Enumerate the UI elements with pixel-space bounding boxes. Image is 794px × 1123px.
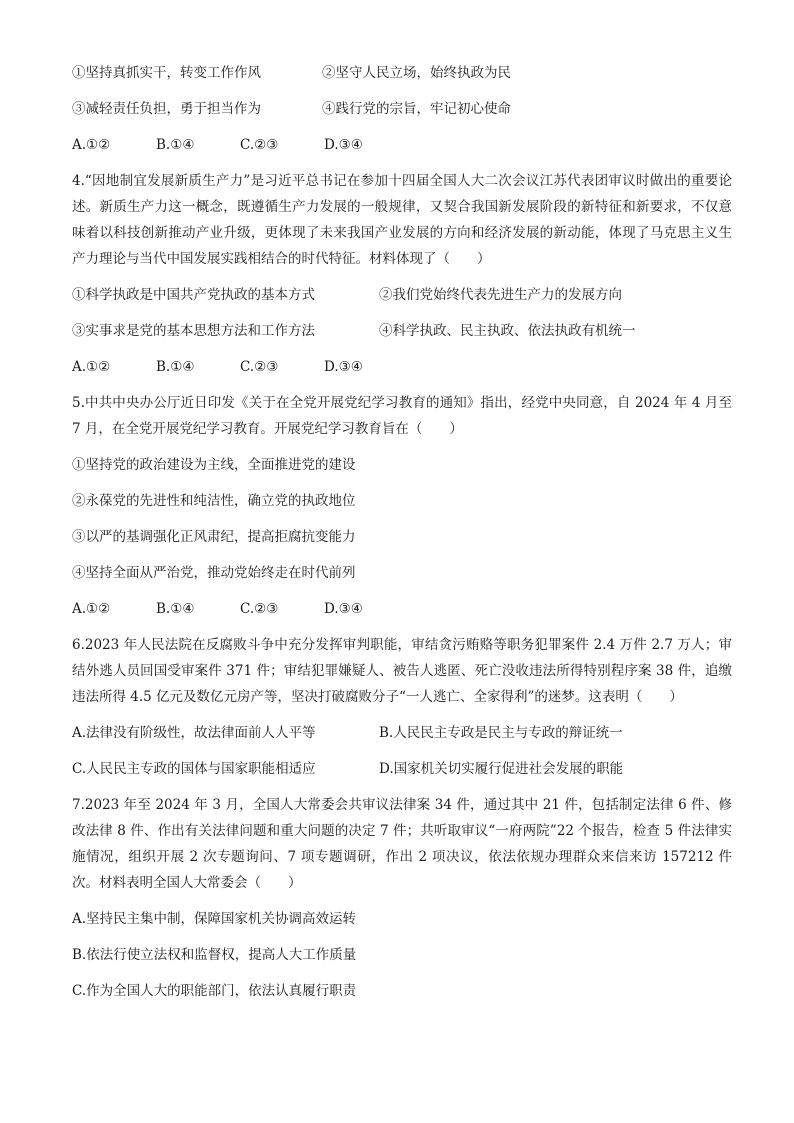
q4-option-2: ②我们党始终代表先进生产力的发展方向 xyxy=(379,287,622,303)
q7-option-a[interactable]: A.坚持民主集中制，保障国家机关协调高效运转 xyxy=(72,911,357,927)
q5-option-2: ②永葆党的先进性和纯洁性，确立党的执政地位 xyxy=(72,493,356,509)
q4-stem: 4.“因地制宜发展新质生产力”是习近平总书记在参加十四届全国人大二次会议江苏代表团审议时做出的重要论述。新质生产力这一概念，既遵循生产力发展的一般规律，又契合我国新发展阶段的新特征和新要求，不仅意味着以科技创新推动产业升级，更体现了未来我国产业发展的方向和经济发展的新动能，体现了马克思主义生产力理论与当代中国发展实践相结合的时代特征。材料体现了（ ） xyxy=(72,173,732,267)
q3-choice-a[interactable]: A.①② xyxy=(72,137,111,153)
q3-choice-c[interactable]: C.②③ xyxy=(240,137,279,153)
q5-choice-b[interactable]: B.①④ xyxy=(156,601,195,617)
q6-options-row-2 xyxy=(72,756,732,782)
q3-choices xyxy=(72,132,732,158)
q6-option-b[interactable]: B.人民民主专政是民主与专政的辩证统一 xyxy=(379,725,623,741)
q6-option-d[interactable]: D.国家机关切实履行促进社会发展的职能 xyxy=(379,761,624,777)
q4-choice-c[interactable]: C.②③ xyxy=(240,359,279,375)
q4-choice-a[interactable]: A.①② xyxy=(72,359,111,375)
q3-option-4: ④践行党的宗旨，牢记初心使命 xyxy=(322,101,511,117)
q4-options-row-2 xyxy=(72,318,732,344)
q3-options-row-2 xyxy=(72,96,732,122)
q3-options-row-1 xyxy=(72,60,732,86)
q6-option-a[interactable]: A.法律没有阶级性，故法律面前人人平等 xyxy=(72,725,316,741)
q5-option-1: ①坚持党的政治建设为主线，全面推进党的建设 xyxy=(72,457,356,473)
q3-choice-d[interactable]: D.③④ xyxy=(324,137,363,153)
q4-option-1: ①科学执政是中国共产党执政的基本方式 xyxy=(72,287,315,303)
q7-option-c[interactable]: C.作为全国人大的职能部门，依法认真履行职责 xyxy=(72,983,357,999)
q5-choice-d[interactable]: D.③④ xyxy=(324,601,363,617)
q7-option-b[interactable]: B.依法行使立法权和监督权，提高人大工作质量 xyxy=(72,947,357,963)
q5-choice-a[interactable]: A.①② xyxy=(72,601,111,617)
q3-choice-b[interactable]: B.①④ xyxy=(156,137,195,153)
q3-option-3: ③减轻责任负担，勇于担当作为 xyxy=(72,101,261,117)
q4-option-4: ④科学执政、民主执政、依法执政有机统一 xyxy=(379,323,636,339)
exam-page xyxy=(72,60,732,1004)
q6-options-row-1 xyxy=(72,720,732,746)
q6-stem: 6.2023 年人民法院在反腐败斗争中充分发挥审判职能，审结贪污贿赂等职务犯罪案件 2.4 万件 2.7 万人；审结外逃人员回国受审案件 371 件；审结犯罪嫌疑人、被告人逃匿、死亡没收违法所得特别程序案 38 件，追缴违法所得 4.5 亿元及数亿元房产等，坚决打破腐败分子“一人逃亡、全家得利”的迷梦。这表明（ ） xyxy=(72,637,732,705)
q7-stem: 7.2023 年至 2024 年 3 月，全国人大常委会共审议法律案 34 件，通过其中 21 件，包括制定法律 6 件、修改法律 8 件、作出有关法律问题和重大问题的决定 7 件；共听取审议“一府两院”22 个报告，检查 5 件法律实施情况，组织开展 2 次专题询问、7 项专题调研，作出 2 项决议，依法依规办理群众来信来访 157212 件次。材料表明全国人大常委会（ ） xyxy=(72,797,732,891)
q3-option-2: ②坚守人民立场，始终执政为民 xyxy=(322,65,511,81)
q5-choice-c[interactable]: C.②③ xyxy=(240,601,279,617)
q5-option-3: ③以严的基调强化正风肃纪，提高拒腐抗变能力 xyxy=(72,529,356,545)
q4-choices xyxy=(72,354,732,380)
q6-option-c[interactable]: C.人民民主专政的国体与国家职能相适应 xyxy=(72,761,316,777)
q4-choice-b[interactable]: B.①④ xyxy=(156,359,195,375)
q4-options-row-1 xyxy=(72,282,732,308)
q5-option-4: ④坚持全面从严治党，推动党始终走在时代前列 xyxy=(72,565,356,581)
q5-choices xyxy=(72,596,732,622)
q3-option-1: ①坚持真抓实干，转变工作作风 xyxy=(72,65,261,81)
q4-choice-d[interactable]: D.③④ xyxy=(324,359,363,375)
q4-option-3: ③实事求是党的基本思想方法和工作方法 xyxy=(72,323,315,339)
q5-stem: 5.中共中央办公厅近日印发《关于在全党开展党纪学习教育的通知》指出，经党中央同意，自 2024 年 4 月至 7 月，在全党开展党纪学习教育。开展党纪学习教育旨在（ ） xyxy=(72,395,732,437)
